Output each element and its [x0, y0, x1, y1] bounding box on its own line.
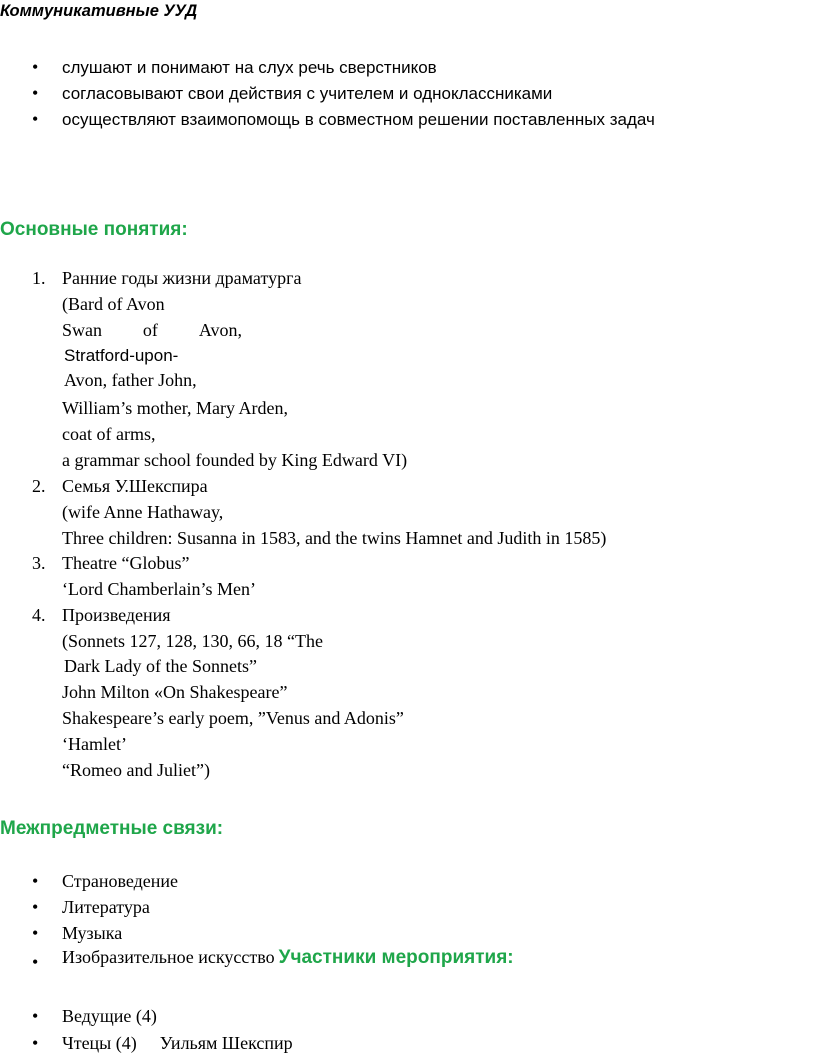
list-item: согласовывают свои действия с учителем и одноклассниками — [62, 84, 553, 103]
list-item: Чтецы (4) Уильям Шекспир — [62, 1033, 275, 1053]
concept-line: William’s mother, Mary Arden, — [62, 398, 289, 418]
concept-line: Stratford-upon- — [64, 346, 179, 365]
concept-title: Ранние годы жизни драматурга — [62, 268, 302, 288]
concept-line: Shakespeare’s early poem, ”Venus and Adonis” — [62, 708, 404, 728]
concept-line-justified — [62, 320, 242, 341]
word: of — [142, 320, 158, 340]
list-item: Ведущие (4) — [62, 1006, 157, 1026]
concept-line: John Milton «On Shakespeare” — [62, 682, 288, 702]
list-item-with-heading — [62, 947, 514, 969]
word: Swan — [62, 320, 102, 340]
bullet: • — [32, 1033, 39, 1053]
bullet: • — [32, 1006, 39, 1026]
list-item: Литература — [62, 897, 150, 917]
participants-title: Участники мероприятия: — [278, 947, 514, 968]
list-number: 2. — [32, 476, 46, 496]
concept-line: Avon, father John, — [64, 370, 197, 390]
concept-line: ‘Hamlet’ — [62, 734, 127, 754]
communicative-title: Коммуникативные УУД — [0, 2, 198, 20]
bullet: • — [32, 57, 39, 77]
concept-title: Произведения — [62, 605, 171, 625]
bullet: • — [32, 923, 39, 943]
list-item: Музыка — [62, 923, 123, 943]
bullet: • — [32, 952, 39, 972]
list-item: осуществляют взаимопомощь в совместном решении поставленных задач — [62, 110, 655, 129]
list-item-text: Изобразительное искусство — [62, 947, 275, 967]
bullet: • — [32, 871, 39, 891]
concepts-title: Основные понятия: — [0, 219, 188, 240]
concept-line: Three children: Susanna in 1583, and the twins Hamnet and Judith in 1585) — [62, 528, 607, 548]
concept-line: ‘Lord Chamberlain’s Men’ — [62, 579, 256, 599]
bullet: • — [32, 897, 39, 917]
concept-line: (Sonnets 127, 128, 130, 66, 18 “The — [62, 631, 323, 651]
concept-title: Theatre “Globus” — [62, 553, 190, 573]
concept-line: coat of arms, — [62, 424, 156, 444]
concept-line: (wife Anne Hathaway, — [62, 502, 224, 522]
concept-line: a grammar school founded by King Edward VI) — [62, 450, 408, 470]
list-number: 1. — [32, 268, 46, 288]
word: Avon, — [198, 320, 242, 340]
list-item: слушают и понимают на слух речь сверстников — [62, 58, 437, 77]
concept-title: Семья У.Шекспира — [62, 476, 208, 496]
concept-line: “Romeo and Juliet”) — [62, 760, 210, 780]
list-number: 3. — [32, 553, 46, 573]
interdisciplinary-title: Межпредметные связи: — [0, 818, 224, 839]
concept-line: Dark Lady of the Sonnets” — [64, 656, 257, 676]
bullet: • — [32, 83, 39, 103]
list-number: 4. — [32, 605, 46, 625]
bullet: • — [32, 109, 39, 129]
list-item: Страноведение — [62, 871, 179, 891]
concept-line: (Bard of Avon — [62, 294, 165, 314]
